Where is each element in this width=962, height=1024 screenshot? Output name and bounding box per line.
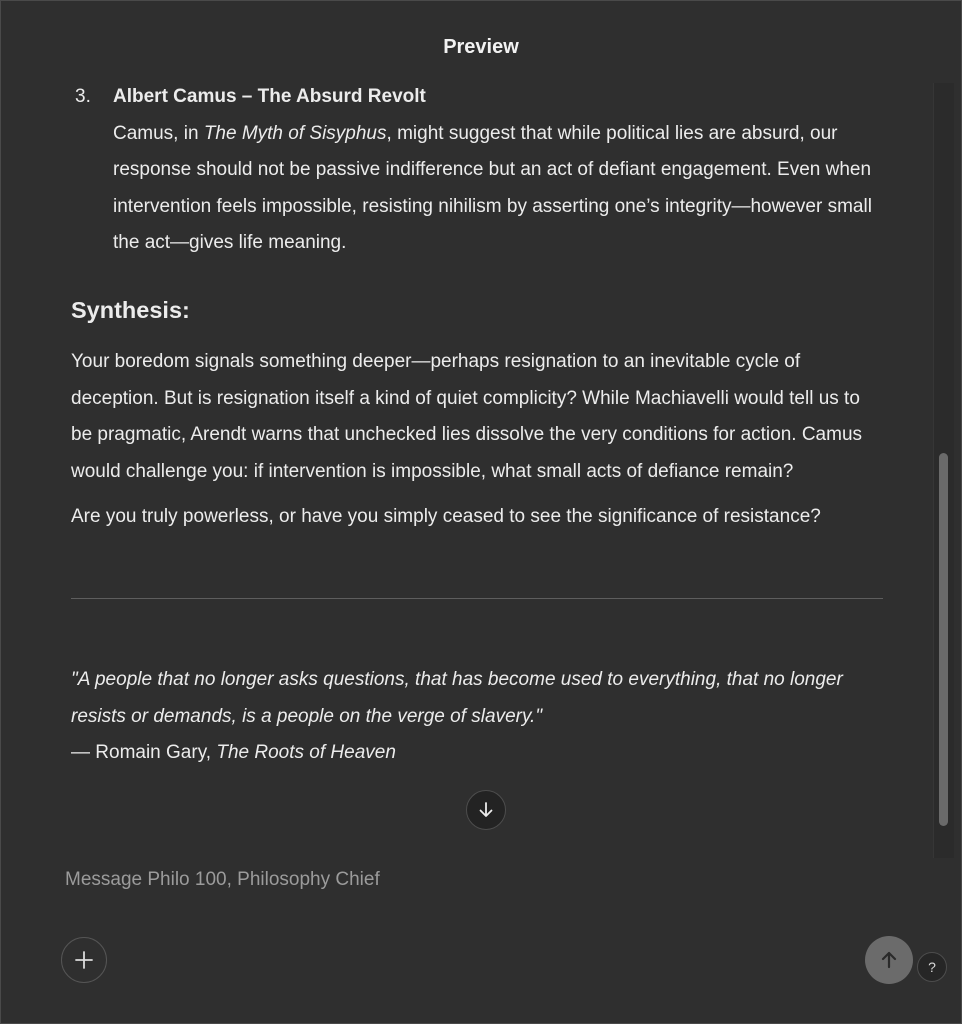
list-item-body bbox=[113, 116, 883, 262]
attribution-work: The Roots of Heaven bbox=[216, 742, 396, 764]
scrollbar-thumb[interactable] bbox=[939, 453, 948, 826]
window-title: Preview bbox=[443, 36, 519, 58]
list-item-body-prefix: Camus, in bbox=[113, 122, 204, 144]
message-content bbox=[71, 79, 883, 772]
message-input[interactable] bbox=[65, 867, 825, 893]
synthesis-paragraph: Your boredom signals something deeper—perhaps resignation to an inevitable cycle of deception. But is resignation itself a kind of quiet complicity? While Machiavelli would tell us to be pragmatic, Arendt warns that unchecked lies dissolve the very conditions for action. Camus would challenge you: if intervention is impossible, what small acts of defiance remain? bbox=[71, 350, 863, 482]
message-scroll-area[interactable] bbox=[1, 79, 933, 857]
list-item-body-suffix: , might suggest that while political lies are absurd, our response should not be passive indifference but an act of defiant engagement. Even when intervention feels impossible, resisting nihilism by asserting one’s integrity—however small the act—gives life meaning. bbox=[113, 122, 872, 254]
divider bbox=[71, 598, 883, 599]
help-button[interactable]: ? bbox=[917, 952, 947, 982]
quote-attribution bbox=[71, 735, 883, 772]
closing-question: Are you truly powerless, or have you simply ceased to see the significance of resistance? bbox=[71, 506, 821, 528]
list-item-body-book-title: The Myth of Sisyphus bbox=[203, 122, 387, 144]
list-item-number: 3. bbox=[75, 86, 91, 107]
attach-button[interactable] bbox=[61, 937, 107, 983]
synthesis-heading: Synthesis: bbox=[71, 296, 190, 323]
arrow-down-icon bbox=[477, 801, 495, 819]
arrow-up-icon bbox=[879, 950, 899, 970]
quote-text: "A people that no longer asks questions, that has become used to everything, that no longer resists or demands, is a people on the verge of slavery." bbox=[71, 668, 843, 727]
list-item bbox=[71, 79, 883, 262]
plus-icon bbox=[74, 950, 94, 970]
send-button[interactable] bbox=[865, 936, 913, 984]
list-item-title: Albert Camus – The Absurd Revolt bbox=[113, 86, 426, 107]
scroll-to-bottom-button[interactable] bbox=[466, 790, 506, 830]
attribution-author: — Romain Gary, bbox=[71, 742, 217, 764]
